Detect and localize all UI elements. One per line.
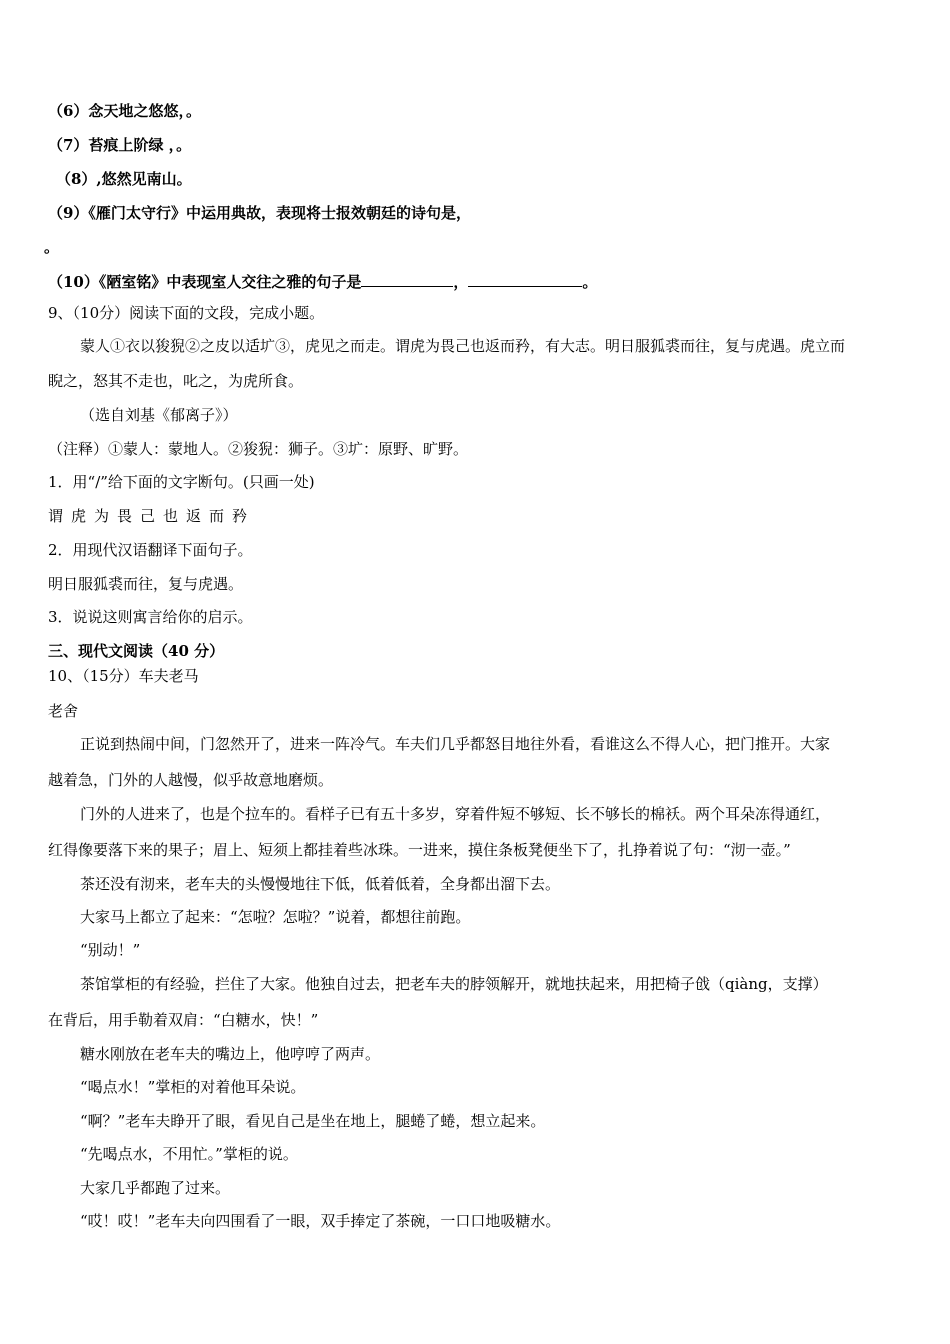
q10-title: 10、（15分）车夫老马 [48,667,199,685]
q9-passage-line-2: 睨之，怒其不走也，叱之，为虎所食。 [48,372,304,390]
q9-notes: （注释）①蒙人：蒙地人。②狻猊：狮子。③圹：原野、旷野。 [48,440,469,458]
blank-line [361,270,453,287]
paragraph-line: 红得像要落下来的果子；眉上、短须上都挂着些冰珠。一进来，摸住条板凳便坐下了，扎挣着说了句：“沏一壶。” [48,841,791,859]
fill-item-10 [48,270,597,292]
fill-item-9-end: 。 [44,238,60,256]
fill-item-8: （8）,悠然见南山。 [56,170,192,188]
fill-item-6: （6）念天地之悠悠，。 [48,102,201,120]
fill-item-9: （9）《雁门太守行》中运用典故，表现将士报效朝廷的诗句是， [48,204,471,222]
fill-item-10-end: 。 [582,273,598,291]
q9-sub2: 2．用现代汉语翻译下面句子。 [48,541,253,559]
blank-line [468,270,582,287]
paragraph-line: 茶馆掌柜的有经验，拦住了大家。他独自过去，把老车夫的脖领解开，就地扶起来，用把椅子戗（qiàng，支撑） [80,975,828,993]
q9-passage-line-1: 蒙人①衣以狻猊②之皮以适圹③，虎见之而走。谓虎为畏己也返而矜，有大志。明日服狐裘而往，复与虎遇。虎立而 [80,337,846,355]
q9-sub3: 3．说说这则寓言给你的启示。 [48,608,253,626]
paragraph-line: 大家几乎都跑了过来。 [80,1179,231,1197]
q9-sub2-text: 明日服狐裘而往，复与虎遇。 [48,575,244,593]
paragraph-line: “喝点水！”掌柜的对着他耳朵说。 [80,1078,306,1096]
section-heading: 三、现代文阅读（40 分） [48,642,225,660]
paragraph-line: 正说到热闹中间，门忽然开了，进来一阵冷气。车夫们几乎都怒目地往外看，看谁这么不得人心，把门推开。大家 [80,735,831,753]
fill-item-7: （7）苔痕上阶绿 ，。 [48,136,192,154]
q9-sub1: 1．用“/”给下面的文字断句。(只画一处) [48,473,315,491]
paragraph-line: 越着急，门外的人越慢，似乎故意地磨烦。 [48,771,334,789]
q9-title: 9、（10分）阅读下面的文段，完成小题。 [48,304,325,322]
paragraph-line: “别动！” [80,941,141,959]
paragraph-line: 在背后，用手勒着双肩：“白糖水，快！” [48,1011,319,1029]
paragraph-line: “哎！哎！”老车夫向四围看了一眼，双手捧定了茶碗，一口口地吸糖水。 [80,1212,561,1230]
q9-source: （选自刘基《郁离子》） [80,406,238,424]
fill-item-10-label: （10）《陋室铭》中表现室人交往之雅的句子是 [48,273,362,291]
paragraph-line: “啊？”老车夫睁开了眼，看见自己是坐在地上，腿蜷了蜷，想立起来。 [80,1112,546,1130]
paragraph-line: “先喝点水，不用忙。”掌柜的说。 [80,1145,298,1163]
paragraph-line: 糖水刚放在老车夫的嘴边上，他哼哼了两声。 [80,1045,381,1063]
q9-sub1-text: 谓虎为畏己也返而矜 [48,507,256,525]
paragraph-line: 大家马上都立了起来：“怎啦？怎啦？”说着，都想往前跑。 [80,908,471,926]
author: 老舍 [48,702,79,720]
fill-item-10-sep: ， [453,273,469,291]
paragraph-line: 门外的人进来了，也是个拉车的。看样子已有五十多岁，穿着件短不够短、长不够长的棉袄。两个耳朵冻得通红， [80,805,831,823]
paragraph-line: 茶还没有沏来，老车夫的头慢慢地往下低，低着低着，全身都出溜下去。 [80,875,561,893]
